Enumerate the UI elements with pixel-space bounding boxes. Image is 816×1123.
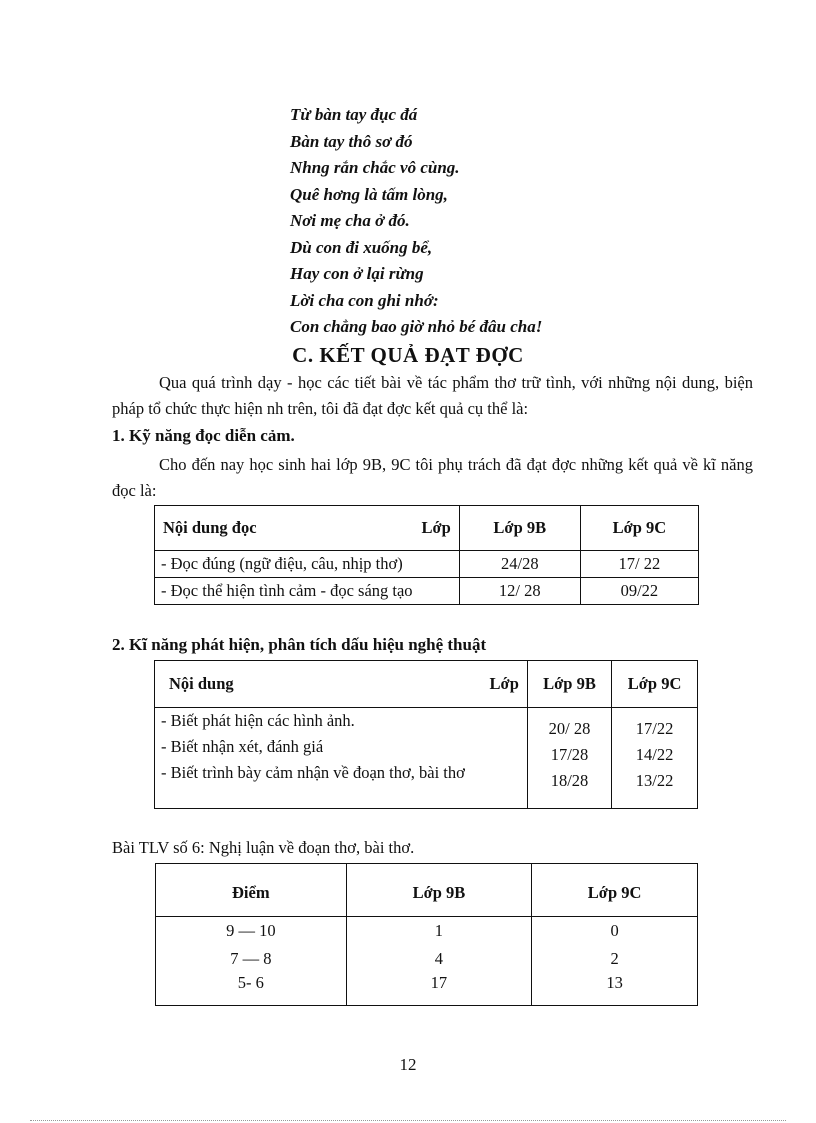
table-header-row bbox=[156, 864, 698, 917]
value-9c: 17/ 22 bbox=[580, 551, 698, 578]
poem-line: Từ bàn tay đục đá bbox=[290, 105, 418, 124]
table-header-content bbox=[155, 661, 528, 708]
page-number: 12 bbox=[399, 1055, 417, 1074]
value-9c: 13/22 bbox=[635, 771, 674, 790]
value-9b: 12/ 28 bbox=[459, 578, 580, 605]
header-class-9b: Lớp 9B bbox=[346, 864, 532, 917]
value-9c: 2 bbox=[532, 945, 698, 973]
value-9b: 1 bbox=[346, 917, 532, 946]
values-9b bbox=[527, 708, 611, 809]
poem-line: Bàn tay thô sơ đó bbox=[290, 131, 413, 151]
value-9b: 17 bbox=[346, 973, 532, 1006]
value-9b: 20/ 28 bbox=[548, 719, 591, 738]
value-9c: 09/22 bbox=[580, 578, 698, 605]
poem-line: Lời cha con ghi nhớ: bbox=[290, 290, 439, 310]
table-header-row bbox=[155, 661, 698, 708]
heading-art-analysis-skill: 2. Kĩ năng phát hiện, phân tích dấu hiệu nghệ thuật bbox=[112, 635, 487, 654]
table-row bbox=[156, 973, 698, 1006]
value-9b: 4 bbox=[346, 945, 532, 973]
intro-paragraph: Qua quá trình dạy - học các tiết bài về tác phẩm thơ trữ tình, với những nội dung, biện pháp tổ chức thực hiện nh trên, tôi đã đạt đợc kết quả cụ thể là: bbox=[112, 373, 753, 418]
table-row bbox=[155, 708, 698, 809]
value-9b: 18/28 bbox=[550, 771, 589, 790]
skill-item: - Biết phát hiện các hình ảnh. bbox=[161, 711, 355, 730]
header-class-9c: Lớp 9C bbox=[612, 661, 698, 708]
score-range: 7 — 8 bbox=[156, 945, 347, 973]
skill-item: - Biết nhận xét, đánh giá bbox=[161, 737, 324, 756]
header-class-9c: Lớp 9C bbox=[532, 864, 698, 917]
poem-line: Hay con ở lại rừng bbox=[290, 264, 424, 283]
poem-line: Nhng rắn chắc vô cùng. bbox=[290, 158, 460, 177]
essay-score-table bbox=[155, 863, 698, 1006]
header-score: Điểm bbox=[156, 864, 347, 917]
value-9c: 0 bbox=[532, 917, 698, 946]
table-row bbox=[156, 945, 698, 973]
skill-item: - Biết trình bày cảm nhận về đoạn thơ, bài thơ bbox=[161, 763, 465, 782]
table-header-row bbox=[155, 506, 699, 551]
reading-results-table bbox=[154, 505, 699, 605]
skill-list bbox=[155, 708, 528, 809]
heading-reading-skill: 1. Kỹ năng đọc diễn cảm. bbox=[112, 426, 295, 445]
row-label: - Đọc đúng (ngữ điệu, câu, nhịp thơ) bbox=[155, 551, 460, 578]
essay-caption: Bài TLV số 6: Nghị luận về đoạn thơ, bài thơ. bbox=[112, 838, 415, 857]
value-9b: 17/28 bbox=[550, 745, 589, 764]
header-class-9c: Lớp 9C bbox=[580, 506, 698, 551]
page-bottom-divider bbox=[30, 1120, 786, 1121]
section-title: C. KẾT QUẢ ĐẠT ĐỢC bbox=[292, 343, 524, 367]
poem-line: Quê hơng là tấm lòng, bbox=[290, 184, 448, 204]
art-analysis-table bbox=[154, 660, 698, 809]
value-9b: 24/28 bbox=[459, 551, 580, 578]
row-label: - Đọc thể hiện tình cảm - đọc sáng tạo bbox=[155, 578, 460, 605]
value-9c: 14/22 bbox=[635, 745, 674, 764]
poem-line: Con chẳng bao giờ nhỏ bé đâu cha! bbox=[290, 317, 543, 336]
header-class-9b: Lớp 9B bbox=[459, 506, 580, 551]
table-row bbox=[156, 917, 698, 946]
value-9c: 17/22 bbox=[635, 719, 674, 738]
header-content-label: Nội dung đọc bbox=[163, 518, 257, 537]
poem-line: Nơi mẹ cha ở đó. bbox=[290, 211, 410, 230]
table-row bbox=[155, 551, 699, 578]
header-content-label: Nội dung bbox=[169, 674, 234, 693]
values-9c bbox=[612, 708, 698, 809]
poem-line: Dù con đi xuống bể, bbox=[290, 237, 433, 257]
reading-results-paragraph: Cho đến nay học sinh hai lớp 9B, 9C tôi phụ trách đã đạt đợc những kết quả về kĩ năng đọc là: bbox=[112, 455, 753, 500]
score-range: 9 — 10 bbox=[156, 917, 347, 946]
header-class-label: Lớp bbox=[489, 674, 519, 693]
table-header-content bbox=[155, 506, 460, 551]
value-9c: 13 bbox=[532, 973, 698, 1006]
score-range: 5- 6 bbox=[156, 973, 347, 1006]
table-row bbox=[155, 578, 699, 605]
poem bbox=[290, 102, 542, 341]
header-class-9b: Lớp 9B bbox=[527, 661, 611, 708]
header-class-label: Lớp bbox=[421, 518, 451, 537]
